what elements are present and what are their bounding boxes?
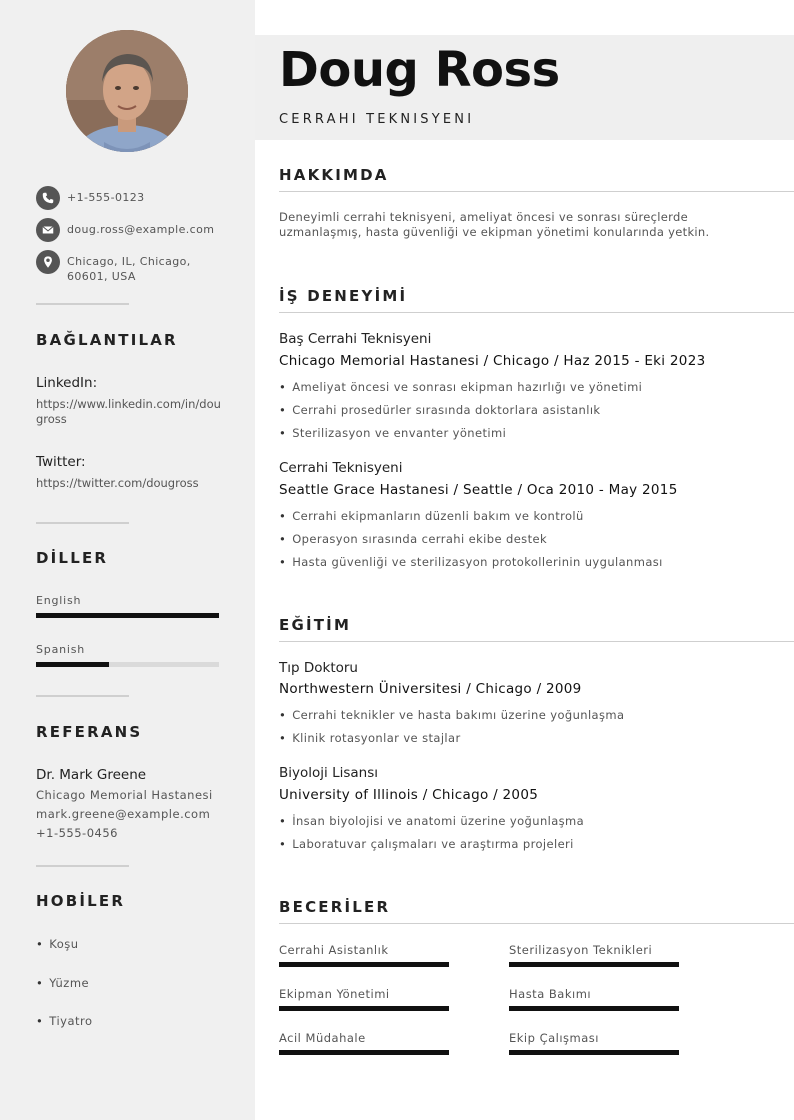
skill-name: Sterilizasyon Teknikleri [509, 943, 653, 957]
job-bullet: • Sterilizasyon ve envanter yönetimi [279, 426, 507, 440]
degree-subtitle: Northwestern Üniversitesi / Chicago / 2009 [279, 681, 582, 697]
bullet-text: Klinik rotasyonlar ve stajlar [292, 731, 461, 745]
sidebar-divider [36, 303, 129, 305]
education-bullet: • Cerrahi teknikler ve hasta bakımı üzerine yoğunlaşma [279, 708, 625, 722]
hobby-item: • Koşu [36, 937, 79, 951]
address-text: Chicago, IL, Chicago, 60601, USA [67, 255, 191, 283]
job-bullet: • Operasyon sırasında cerrahi ekibe destek [279, 532, 548, 546]
references-heading: REFERANS [36, 723, 143, 741]
language-level-bar [36, 662, 219, 667]
bullet-text: Laboratuvar çalışmaları ve araştırma projeleri [292, 837, 574, 851]
languages-heading: DİLLER [36, 549, 109, 567]
hobby-item: • Tiyatro [36, 1014, 93, 1028]
bullet-text: Operasyon sırasında cerrahi ekibe destek [292, 532, 548, 546]
degree-subtitle: University of Illinois / Chicago / 2005 [279, 787, 539, 803]
skills-heading: BECERİLER [279, 898, 391, 916]
bullet-text: Hasta güvenliği ve sterilizasyon protokollerinin uygulanması [292, 555, 663, 569]
sidebar-divider [36, 695, 129, 697]
job-title: Cerrahi Teknisyeni [279, 460, 403, 476]
skill-name: Ekip Çalışması [509, 1031, 599, 1045]
contact-address [36, 250, 236, 284]
education-heading: EĞİTİM [279, 616, 352, 634]
location-pin-icon [36, 250, 60, 274]
bullet-text: Ameliyat öncesi ve sonrası ekipman hazırlığı ve yönetimi [292, 380, 643, 394]
bullet-text: İnsan biyolojisi ve anatomi üzerine yoğunlaşma [292, 814, 585, 828]
job-bullet: • Hasta güvenliği ve sterilizasyon protokollerinin uygulanması [279, 555, 663, 569]
person-title: CERRAHI TEKNISYENI [279, 112, 475, 127]
links-heading: BAĞLANTILAR [36, 331, 178, 349]
linkedin-label: LinkedIn: [36, 375, 98, 391]
language-level-fill [36, 613, 219, 618]
job-subtitle: Seattle Grace Hastanesi / Seattle / Oca 2010 - May 2015 [279, 482, 678, 498]
skill-level-bar [279, 1050, 449, 1055]
skill-name: Hasta Bakımı [509, 987, 592, 1001]
contact-phone [36, 186, 236, 210]
hobby-item: • Yüzme [36, 976, 90, 990]
sidebar [0, 0, 255, 1120]
reference-org: Chicago Memorial Hastanesi [36, 788, 213, 802]
bullet-text: Cerrahi teknikler ve hasta bakımı üzerine yoğunlaşma [292, 708, 625, 722]
education-bullet: • Laboratuvar çalışmaları ve araştırma projeleri [279, 837, 574, 851]
envelope-icon [36, 218, 60, 242]
job-bullet: • Cerrahi ekipmanların düzenli bakım ve kontrolü [279, 509, 584, 523]
skill-name: Ekipman Yönetimi [279, 987, 390, 1001]
skill-level-bar [509, 962, 679, 967]
phone-icon [36, 186, 60, 210]
profile-photo [66, 30, 188, 152]
section-rule [279, 641, 794, 642]
skill-level-bar [509, 1050, 679, 1055]
sidebar-divider [36, 865, 129, 867]
reference-name: Dr. Mark Greene [36, 767, 147, 783]
section-rule [279, 191, 794, 192]
reference-email[interactable]: mark.greene@example.com [36, 807, 211, 821]
language-level-bar [36, 613, 219, 618]
job-bullet: • Cerrahi prosedürler sırasında doktorlara asistanlık [279, 403, 601, 417]
avatar [66, 30, 188, 152]
phone-text[interactable]: +1-555-0123 [67, 191, 145, 204]
person-name: Doug Ross [279, 42, 560, 98]
language-name: Spanish [36, 643, 86, 656]
section-rule [279, 923, 794, 924]
hobby-label: Tiyatro [49, 1014, 93, 1028]
job-title: Baş Cerrahi Teknisyeni [279, 331, 432, 347]
skill-name: Acil Müdahale [279, 1031, 366, 1045]
skill-level-bar [509, 1006, 679, 1011]
language-level-fill [36, 662, 109, 667]
twitter-label: Twitter: [36, 454, 86, 470]
contact-section [36, 186, 236, 292]
skill-level-bar [279, 962, 449, 967]
language-name: English [36, 594, 82, 607]
twitter-link[interactable]: https://twitter.com/dougross [36, 476, 199, 490]
main-content [255, 0, 794, 1120]
job-subtitle: Chicago Memorial Hastanesi / Chicago / Haz 2015 - Eki 2023 [279, 353, 706, 369]
about-text: Deneyimli cerrahi teknisyeni, ameliyat öncesi ve sonrası süreçlerde uzmanlaşmış, hasta güvenliği ve ekipman yönetimi konularında yetkin. [279, 210, 710, 239]
skill-name: Cerrahi Asistanlık [279, 943, 389, 957]
bullet-text: Cerrahi prosedürler sırasında doktorlara asistanlık [292, 403, 601, 417]
hobby-label: Yüzme [49, 976, 90, 990]
hobby-label: Koşu [49, 937, 79, 951]
linkedin-link[interactable]: https://www.linkedin.com/in/dougross [36, 397, 221, 426]
job-bullet: • Ameliyat öncesi ve sonrası ekipman hazırlığı ve yönetimi [279, 380, 643, 394]
degree-title: Tıp Doktoru [279, 660, 358, 676]
reference-phone[interactable]: +1-555-0456 [36, 826, 118, 840]
bullet-text: Sterilizasyon ve envanter yönetimi [292, 426, 507, 440]
education-bullet: • İnsan biyolojisi ve anatomi üzerine yoğunlaşma [279, 814, 585, 828]
email-text[interactable]: doug.ross@example.com [67, 223, 215, 236]
contact-email [36, 218, 236, 242]
about-heading: HAKKIMDA [279, 166, 389, 184]
sidebar-divider [36, 522, 129, 524]
section-rule [279, 312, 794, 313]
degree-title: Biyoloji Lisansı [279, 765, 378, 781]
experience-heading: İŞ DENEYİMİ [279, 287, 408, 305]
education-bullet: • Klinik rotasyonlar ve stajlar [279, 731, 461, 745]
bullet-text: Cerrahi ekipmanların düzenli bakım ve kontrolü [292, 509, 584, 523]
hobbies-heading: HOBİLER [36, 892, 126, 910]
skill-level-bar [279, 1006, 449, 1011]
